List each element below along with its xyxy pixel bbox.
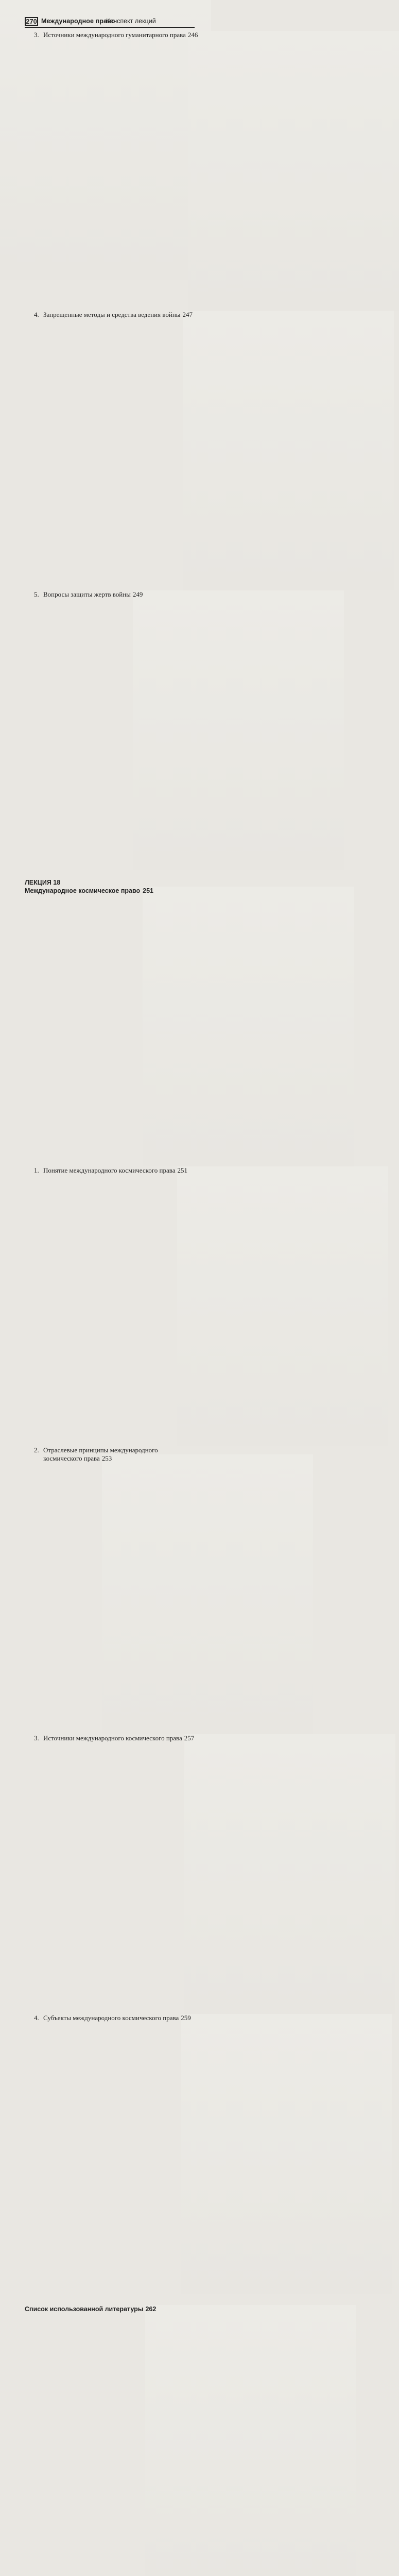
header-rule [25, 27, 195, 28]
table-of-contents [25, 31, 201, 2576]
toc-entry-number: 4. [34, 2014, 39, 2022]
toc-entry-number: 3. [34, 1734, 39, 1742]
lecture-title-entry [25, 887, 201, 1166]
lecture-label: ЛЕКЦИЯ 18 [25, 879, 61, 886]
toc-entry-text: Понятие международного космического права [43, 1166, 176, 1174]
running-header [25, 15, 195, 27]
book-title: Международное право [41, 18, 115, 25]
bibliography-entry [25, 2305, 201, 2576]
toc-entry-page: 253 [102, 1454, 313, 1734]
toc-entry [25, 590, 201, 870]
toc-entry-number: 4. [34, 311, 39, 318]
toc-entry-page: 251 [177, 1166, 388, 1446]
lecture-title: Международное космическое право [25, 887, 141, 894]
toc-entry-page: 246 [188, 31, 399, 311]
toc-entry-text-line1: Отраслевые принципы международного [43, 1446, 158, 1454]
toc-entry-text-line2: космического права [43, 1454, 100, 1462]
toc-entry-text: Вопросы защиты жертв войны [43, 590, 131, 598]
toc-entry-page: 259 [181, 2014, 392, 2294]
toc-entry [25, 1734, 201, 2014]
toc-entry [25, 1446, 201, 1734]
toc-entry [25, 311, 201, 590]
toc-entry-number: 3. [34, 31, 39, 39]
toc-entry-text: Субъекты международного космического права [43, 2014, 179, 2022]
toc-entry-number: 5. [34, 590, 39, 598]
book-subtitle: Конспект лекций [106, 18, 156, 25]
toc-entry-page: 249 [133, 590, 344, 870]
toc-entry-page: 257 [184, 1734, 395, 2014]
page-number: 270 [25, 17, 38, 26]
toc-entry [25, 1166, 201, 1446]
toc-entry-page: 247 [183, 311, 394, 590]
toc-entry-number: 2. [34, 1446, 39, 1454]
toc-entry [25, 2014, 201, 2294]
toc-entry [25, 31, 201, 311]
bibliography-page: 262 [145, 2305, 356, 2576]
lecture-page: 251 [143, 887, 354, 1166]
toc-entry-text: Источники международного космического права [43, 1734, 182, 1742]
book-page [0, 0, 211, 2313]
toc-entry-text: Источники международного гуманитарного права [43, 31, 186, 39]
toc-entry-text: Запрещенные методы и средства ведения войны [43, 311, 181, 318]
toc-entry-number: 1. [34, 1166, 39, 1174]
bibliography-title: Список использованной литературы [25, 2306, 144, 2313]
